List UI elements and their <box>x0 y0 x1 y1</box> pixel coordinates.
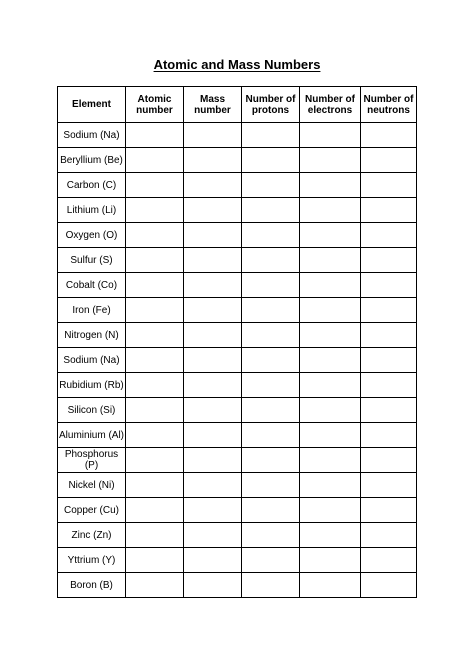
electrons-answer-cell[interactable] <box>300 273 361 298</box>
element-name-cell: Nickel (Ni) <box>58 473 126 498</box>
electrons-answer-cell[interactable] <box>300 123 361 148</box>
neutrons-answer-cell[interactable] <box>361 198 417 223</box>
neutrons-answer-cell[interactable] <box>361 498 417 523</box>
neutrons-answer-cell[interactable] <box>361 173 417 198</box>
element-name-cell: Iron (Fe) <box>58 298 126 323</box>
protons-answer-cell[interactable] <box>242 123 300 148</box>
protons-answer-cell[interactable] <box>242 348 300 373</box>
element-name-cell: Yttrium (Y) <box>58 548 126 573</box>
protons-answer-cell[interactable] <box>242 148 300 173</box>
header-number-of-protons: Number of protons <box>242 87 300 123</box>
element-name-cell: Beryllium (Be) <box>58 148 126 173</box>
table-row <box>58 148 417 173</box>
protons-answer-cell[interactable] <box>242 273 300 298</box>
element-name-cell: Carbon (C) <box>58 173 126 198</box>
mass-number-answer-cell[interactable] <box>184 148 242 173</box>
table-row <box>58 498 417 523</box>
element-name-cell: Copper (Cu) <box>58 498 126 523</box>
electrons-answer-cell[interactable] <box>300 323 361 348</box>
table-row <box>58 173 417 198</box>
atomic-number-answer-cell[interactable] <box>126 448 184 473</box>
protons-answer-cell[interactable] <box>242 523 300 548</box>
electrons-answer-cell[interactable] <box>300 423 361 448</box>
protons-answer-cell[interactable] <box>242 373 300 398</box>
protons-answer-cell[interactable] <box>242 398 300 423</box>
table-row <box>58 248 417 273</box>
element-name-cell: Boron (B) <box>58 573 126 598</box>
protons-answer-cell[interactable] <box>242 498 300 523</box>
element-name-cell: Sodium (Na) <box>58 348 126 373</box>
table-row <box>58 398 417 423</box>
element-name-cell: Sulfur (S) <box>58 248 126 273</box>
protons-answer-cell[interactable] <box>242 198 300 223</box>
mass-number-answer-cell[interactable] <box>184 473 242 498</box>
electrons-answer-cell[interactable] <box>300 373 361 398</box>
table-row <box>58 223 417 248</box>
atomic-number-answer-cell[interactable] <box>126 373 184 398</box>
table-row <box>58 448 417 473</box>
neutrons-answer-cell[interactable] <box>361 323 417 348</box>
mass-number-answer-cell[interactable] <box>184 123 242 148</box>
neutrons-answer-cell[interactable] <box>361 423 417 448</box>
atomic-number-answer-cell[interactable] <box>126 273 184 298</box>
mass-number-answer-cell[interactable] <box>184 373 242 398</box>
element-name-cell: Sodium (Na) <box>58 123 126 148</box>
electrons-answer-cell[interactable] <box>300 198 361 223</box>
element-name-cell: Nitrogen (N) <box>58 323 126 348</box>
electrons-answer-cell[interactable] <box>300 248 361 273</box>
mass-number-answer-cell[interactable] <box>184 523 242 548</box>
element-name-cell: Aluminium (Al) <box>58 423 126 448</box>
atomic-number-answer-cell[interactable] <box>126 173 184 198</box>
protons-answer-cell[interactable] <box>242 323 300 348</box>
mass-number-answer-cell[interactable] <box>184 323 242 348</box>
table-row <box>58 373 417 398</box>
neutrons-answer-cell[interactable] <box>361 223 417 248</box>
element-name-cell: Lithium (Li) <box>58 198 126 223</box>
mass-number-answer-cell[interactable] <box>184 398 242 423</box>
neutrons-answer-cell[interactable] <box>361 248 417 273</box>
table-row <box>58 473 417 498</box>
neutrons-answer-cell[interactable] <box>361 573 417 598</box>
table-row <box>58 423 417 448</box>
table-row <box>58 298 417 323</box>
mass-number-answer-cell[interactable] <box>184 298 242 323</box>
mass-number-answer-cell[interactable] <box>184 348 242 373</box>
mass-number-answer-cell[interactable] <box>184 448 242 473</box>
table-row <box>58 548 417 573</box>
electrons-answer-cell[interactable] <box>300 148 361 173</box>
protons-answer-cell[interactable] <box>242 223 300 248</box>
electrons-answer-cell[interactable] <box>300 398 361 423</box>
atomic-number-answer-cell[interactable] <box>126 123 184 148</box>
atomic-number-answer-cell[interactable] <box>126 298 184 323</box>
table-row <box>58 573 417 598</box>
protons-answer-cell[interactable] <box>242 248 300 273</box>
element-name-cell: Oxygen (O) <box>58 223 126 248</box>
mass-number-answer-cell[interactable] <box>184 573 242 598</box>
protons-answer-cell[interactable] <box>242 448 300 473</box>
protons-answer-cell[interactable] <box>242 173 300 198</box>
neutrons-answer-cell[interactable] <box>361 373 417 398</box>
atomic-number-answer-cell[interactable] <box>126 498 184 523</box>
header-row <box>58 87 417 123</box>
neutrons-answer-cell[interactable] <box>361 273 417 298</box>
electrons-answer-cell[interactable] <box>300 548 361 573</box>
electrons-answer-cell[interactable] <box>300 298 361 323</box>
protons-answer-cell[interactable] <box>242 573 300 598</box>
header-mass-number: Mass number <box>184 87 242 123</box>
atomic-number-answer-cell[interactable] <box>126 398 184 423</box>
neutrons-answer-cell[interactable] <box>361 523 417 548</box>
table-row <box>58 323 417 348</box>
mass-number-answer-cell[interactable] <box>184 198 242 223</box>
atomic-number-answer-cell[interactable] <box>126 248 184 273</box>
element-name-cell: Zinc (Zn) <box>58 523 126 548</box>
mass-number-answer-cell[interactable] <box>184 498 242 523</box>
mass-number-answer-cell[interactable] <box>184 273 242 298</box>
protons-answer-cell[interactable] <box>242 298 300 323</box>
atomic-number-answer-cell[interactable] <box>126 473 184 498</box>
atomic-number-answer-cell[interactable] <box>126 573 184 598</box>
header-atomic-number: Atomic number <box>126 87 184 123</box>
page-title: Atomic and Mass Numbers <box>153 57 321 72</box>
protons-answer-cell[interactable] <box>242 423 300 448</box>
neutrons-answer-cell[interactable] <box>361 348 417 373</box>
atomic-number-answer-cell[interactable] <box>126 223 184 248</box>
protons-answer-cell[interactable] <box>242 473 300 498</box>
mass-number-answer-cell[interactable] <box>184 223 242 248</box>
table-row <box>58 523 417 548</box>
electrons-answer-cell[interactable] <box>300 173 361 198</box>
neutrons-answer-cell[interactable] <box>361 298 417 323</box>
electrons-answer-cell[interactable] <box>300 523 361 548</box>
mass-number-answer-cell[interactable] <box>184 423 242 448</box>
electrons-answer-cell[interactable] <box>300 498 361 523</box>
element-name-cell: Phosphorus (P) <box>58 448 126 473</box>
atomic-number-answer-cell[interactable] <box>126 423 184 448</box>
atomic-number-answer-cell[interactable] <box>126 548 184 573</box>
electrons-answer-cell[interactable] <box>300 448 361 473</box>
electrons-answer-cell[interactable] <box>300 348 361 373</box>
mass-number-answer-cell[interactable] <box>184 548 242 573</box>
atomic-number-answer-cell[interactable] <box>126 148 184 173</box>
element-name-cell: Rubidium (Rb) <box>58 373 126 398</box>
table-row <box>58 198 417 223</box>
table-row <box>58 123 417 148</box>
mass-number-answer-cell[interactable] <box>184 248 242 273</box>
atomic-number-answer-cell[interactable] <box>126 523 184 548</box>
mass-number-answer-cell[interactable] <box>184 173 242 198</box>
table-body <box>58 123 417 598</box>
worksheet-table <box>57 86 417 598</box>
table-row <box>58 273 417 298</box>
electrons-answer-cell[interactable] <box>300 573 361 598</box>
table-row <box>58 348 417 373</box>
neutrons-answer-cell[interactable] <box>361 148 417 173</box>
electrons-answer-cell[interactable] <box>300 223 361 248</box>
element-name-cell: Silicon (Si) <box>58 398 126 423</box>
neutrons-answer-cell[interactable] <box>361 398 417 423</box>
neutrons-answer-cell[interactable] <box>361 473 417 498</box>
neutrons-answer-cell[interactable] <box>361 548 417 573</box>
header-number-of-neutrons: Number of neutrons <box>361 87 417 123</box>
protons-answer-cell[interactable] <box>242 548 300 573</box>
electrons-answer-cell[interactable] <box>300 473 361 498</box>
element-name-cell: Cobalt (Co) <box>58 273 126 298</box>
atomic-number-answer-cell[interactable] <box>126 348 184 373</box>
atomic-number-answer-cell[interactable] <box>126 198 184 223</box>
header-number-of-electrons: Number of electrons <box>300 87 361 123</box>
header-element: Element <box>58 87 126 123</box>
atomic-number-answer-cell[interactable] <box>126 323 184 348</box>
neutrons-answer-cell[interactable] <box>361 448 417 473</box>
neutrons-answer-cell[interactable] <box>361 123 417 148</box>
